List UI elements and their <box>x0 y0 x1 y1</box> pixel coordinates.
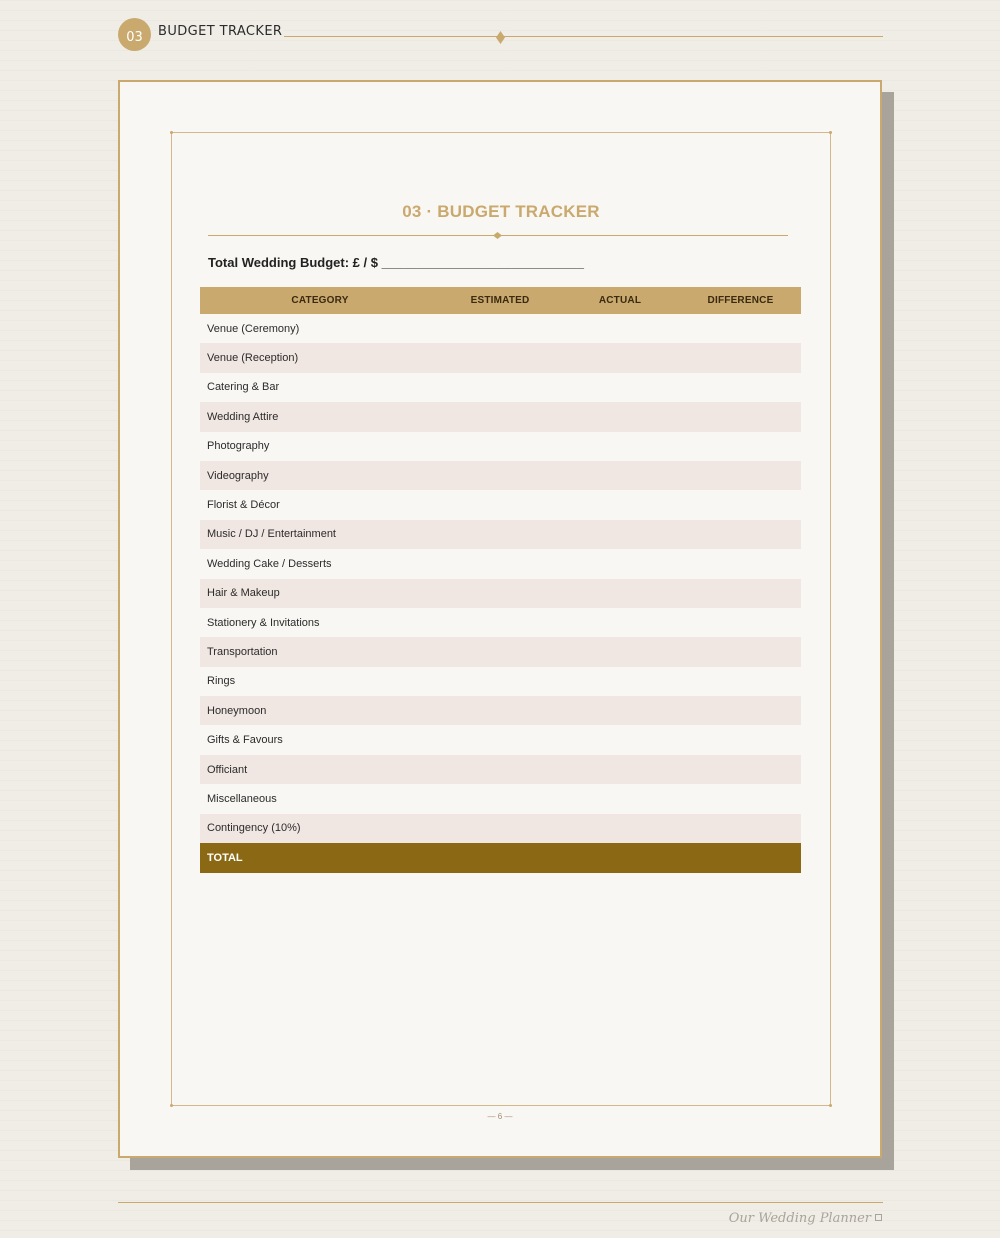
difference-cell[interactable] <box>680 579 801 608</box>
category-cell: Rings <box>207 675 236 688</box>
difference-cell[interactable] <box>680 520 801 549</box>
actual-cell[interactable] <box>560 814 680 843</box>
corner-dot-icon <box>170 1104 173 1107</box>
estimated-cell[interactable] <box>440 579 560 608</box>
actual-cell[interactable] <box>560 637 680 666</box>
category-cell: Photography <box>207 440 270 453</box>
category-cell: Transportation <box>200 637 440 666</box>
estimated-cell[interactable] <box>440 402 560 431</box>
category-cell: Wedding Cake / Desserts <box>207 557 332 570</box>
total-difference-cell[interactable] <box>680 843 801 873</box>
planner-page <box>118 80 882 1158</box>
difference-cell[interactable] <box>680 755 801 784</box>
table-row <box>200 432 801 461</box>
table-row <box>200 637 801 666</box>
actual-cell[interactable] <box>560 755 680 784</box>
estimated-cell[interactable] <box>440 696 560 725</box>
estimated-cell[interactable] <box>440 755 560 784</box>
page-number: — 6 — <box>487 1112 513 1121</box>
page-title: 03 · BUDGET TRACKER <box>402 202 600 221</box>
estimated-cell[interactable] <box>440 637 560 666</box>
difference-cell[interactable] <box>680 343 801 372</box>
difference-cell[interactable] <box>680 784 801 813</box>
total-row <box>200 843 801 873</box>
difference-cell[interactable] <box>680 814 801 843</box>
table-row <box>200 725 801 754</box>
estimated-cell[interactable] <box>440 814 560 843</box>
diamond-ornament-icon <box>496 31 505 44</box>
top-header <box>118 16 883 52</box>
table-row <box>200 314 801 343</box>
total-budget-field[interactable]: Total Wedding Budget: £ / $ ____________________________ <box>208 255 585 270</box>
difference-cell[interactable] <box>680 432 801 461</box>
table-row <box>200 667 801 696</box>
category-cell: Honeymoon <box>200 696 440 725</box>
category-cell: Music / DJ / Entertainment <box>200 520 440 549</box>
estimated-cell[interactable] <box>440 314 560 343</box>
category-cell: Stationery & Invitations <box>207 616 320 629</box>
estimated-cell[interactable] <box>440 432 560 461</box>
table-row <box>200 343 801 372</box>
table-row <box>200 520 801 549</box>
corner-dot-icon <box>829 131 832 134</box>
category-cell: Gifts & Favours <box>207 734 283 747</box>
actual-cell[interactable] <box>560 402 680 431</box>
column-header-estimated: ESTIMATED <box>440 287 560 314</box>
category-cell: Florist & Décor <box>207 499 280 512</box>
difference-cell[interactable] <box>680 637 801 666</box>
difference-cell[interactable] <box>680 461 801 490</box>
actual-cell[interactable] <box>560 432 680 461</box>
estimated-cell[interactable] <box>440 549 560 578</box>
actual-cell[interactable] <box>560 343 680 372</box>
difference-cell[interactable] <box>680 373 801 402</box>
actual-cell[interactable] <box>560 490 680 519</box>
actual-cell[interactable] <box>560 373 680 402</box>
table-row <box>200 402 801 431</box>
total-actual-cell[interactable] <box>560 843 680 873</box>
table-row <box>200 696 801 725</box>
table-row <box>200 579 801 608</box>
actual-cell[interactable] <box>560 461 680 490</box>
actual-cell[interactable] <box>560 667 680 696</box>
difference-cell[interactable] <box>680 696 801 725</box>
table-row <box>200 814 801 843</box>
table-row <box>200 490 801 519</box>
estimated-cell[interactable] <box>440 461 560 490</box>
column-header-actual: ACTUAL <box>560 287 680 314</box>
category-cell: Contingency (10%) <box>200 814 440 843</box>
table-row <box>200 373 801 402</box>
estimated-cell[interactable] <box>440 784 560 813</box>
difference-cell[interactable] <box>680 725 801 754</box>
section-number-badge: 03 <box>118 18 151 51</box>
actual-cell[interactable] <box>560 725 680 754</box>
footer-divider-line <box>118 1202 883 1203</box>
diamond-ornament-icon <box>493 232 502 239</box>
category-cell: Videography <box>200 461 440 490</box>
category-cell: Wedding Attire <box>200 402 440 431</box>
corner-dot-icon <box>170 131 173 134</box>
section-title: BUDGET TRACKER <box>158 24 283 39</box>
category-cell: Venue (Ceremony) <box>207 322 300 335</box>
actual-cell[interactable] <box>560 696 680 725</box>
estimated-cell[interactable] <box>440 667 560 696</box>
footer-brand-text: Our Wedding Planner <box>728 1211 871 1226</box>
total-estimated-cell[interactable] <box>440 843 560 873</box>
estimated-cell[interactable] <box>440 608 560 637</box>
actual-cell[interactable] <box>560 520 680 549</box>
corner-dot-icon <box>829 1104 832 1107</box>
actual-cell[interactable] <box>560 579 680 608</box>
category-cell: Catering & Bar <box>207 381 280 394</box>
estimated-cell[interactable] <box>440 520 560 549</box>
table-row <box>200 755 801 784</box>
category-cell: Officiant <box>200 755 440 784</box>
estimated-cell[interactable] <box>440 490 560 519</box>
column-header-category: CATEGORY <box>200 287 440 314</box>
inner-frame <box>171 132 831 1106</box>
difference-cell[interactable] <box>680 549 801 578</box>
category-cell: Venue (Reception) <box>200 343 440 372</box>
category-cell: Miscellaneous <box>207 792 277 805</box>
square-icon <box>875 1214 882 1221</box>
table-row <box>200 549 801 578</box>
estimated-cell[interactable] <box>440 725 560 754</box>
total-label: TOTAL <box>200 843 440 873</box>
actual-cell[interactable] <box>560 549 680 578</box>
budget-table <box>200 287 801 873</box>
actual-cell[interactable] <box>560 608 680 637</box>
column-header-difference: DIFFERENCE <box>680 287 801 314</box>
table-header-row <box>200 287 801 314</box>
difference-cell[interactable] <box>680 402 801 431</box>
difference-cell[interactable] <box>680 608 801 637</box>
table-row <box>200 461 801 490</box>
estimated-cell[interactable] <box>440 343 560 372</box>
budget-table-body <box>200 314 801 873</box>
difference-cell[interactable] <box>680 490 801 519</box>
difference-cell[interactable] <box>680 667 801 696</box>
estimated-cell[interactable] <box>440 373 560 402</box>
actual-cell[interactable] <box>560 784 680 813</box>
table-row <box>200 784 801 813</box>
category-cell: Hair & Makeup <box>200 579 440 608</box>
table-row <box>200 608 801 637</box>
actual-cell[interactable] <box>560 314 680 343</box>
difference-cell[interactable] <box>680 314 801 343</box>
footer-brand <box>729 1211 882 1226</box>
